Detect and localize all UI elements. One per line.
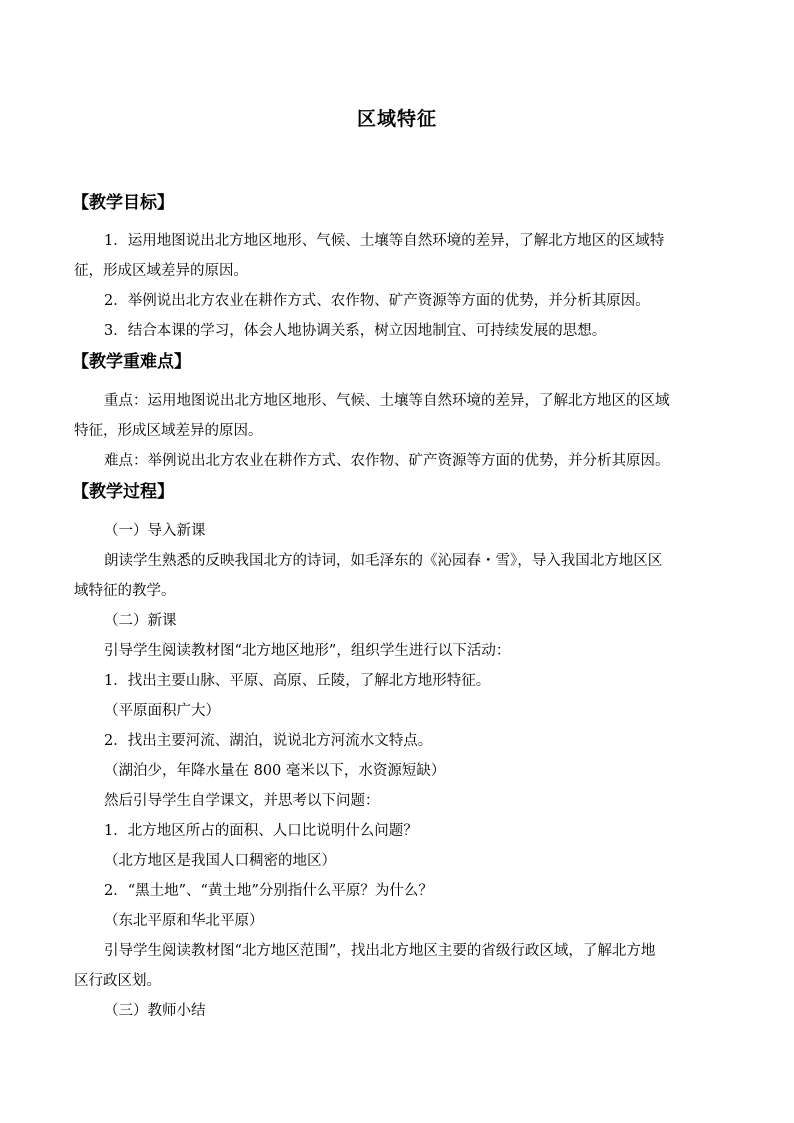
paragraph-line: 特征，形成区域差异的原因。 [74,423,263,439]
paragraph-line: 难点：举例说出北方农业在耕作方式、农作物、矿产资源等方面的优势，并分析其原因。 [104,453,670,469]
paragraph-line: 2．“黑土地”、“黄土地”分别指什么平原？为什么？ [104,883,433,899]
paragraph-line: 1．北方地区所占的面积、人口比说明什么问题？ [104,823,418,839]
section-heading-key-points: 【教学重难点】 [72,352,191,372]
paragraph-line: 1．运用地图说出北方地区地形、气候、土壤等自然环境的差异，了解北方地区的区域特 [104,233,665,249]
paragraph-line: 域特征的教学。 [74,583,176,599]
paragraph-line: 朗读学生熟悉的反映我国北方的诗词，如毛泽东的《沁园春・雪》，导入我国北方地区区 [104,553,663,569]
section-heading-process: 【教学过程】 [72,482,174,502]
paragraph-line: 引导学生阅读教材图“北方地区范围”，找出北方地区主要的省级行政区域，了解北方地 [104,943,656,959]
paragraph-line: 区行政区划。 [74,973,161,989]
paragraph-line: （北方地区是我国人口稠密的地区） [104,853,336,869]
paragraph-line: （二）新课 [104,613,177,629]
paragraph-line: （东北平原和华北平原） [104,913,264,929]
paragraph-line: 征，形成区域差异的原因。 [74,263,248,279]
paragraph-line: 引导学生阅读教材图“北方地区地形”，组织学生进行以下活动： [104,643,511,659]
paragraph-line: 然后引导学生自学课文，并思考以下问题： [104,793,380,809]
paragraph-line: 2．举例说出北方农业在耕作方式、农作物、矿产资源等方面的优势，并分析其原因。 [104,293,650,309]
page-title: 区域特征 [356,108,437,130]
paragraph-line: （平原面积广大） [104,703,220,719]
paragraph-line: （三）教师小结 [104,1003,206,1019]
paragraph-line: 重点：运用地图说出北方地区地形、气候、土壤等自然环境的差异，了解北方地区的区域 [104,393,670,409]
paragraph-line: （湖泊少，年降水量在 800 毫米以下，水资源短缺） [104,763,446,779]
paragraph-line: 3．结合本课的学习，体会人地协调关系，树立因地制宜、可持续发展的思想。 [104,323,607,339]
paragraph-line: （一）导入新课 [104,523,206,539]
paragraph-line: 2．找出主要河流、湖泊，说说北方河流水文特点。 [104,733,433,749]
section-heading-objectives: 【教学目标】 [72,193,174,213]
paragraph-line: 1．找出主要山脉、平原、高原、丘陵，了解北方地形特征。 [104,673,491,689]
